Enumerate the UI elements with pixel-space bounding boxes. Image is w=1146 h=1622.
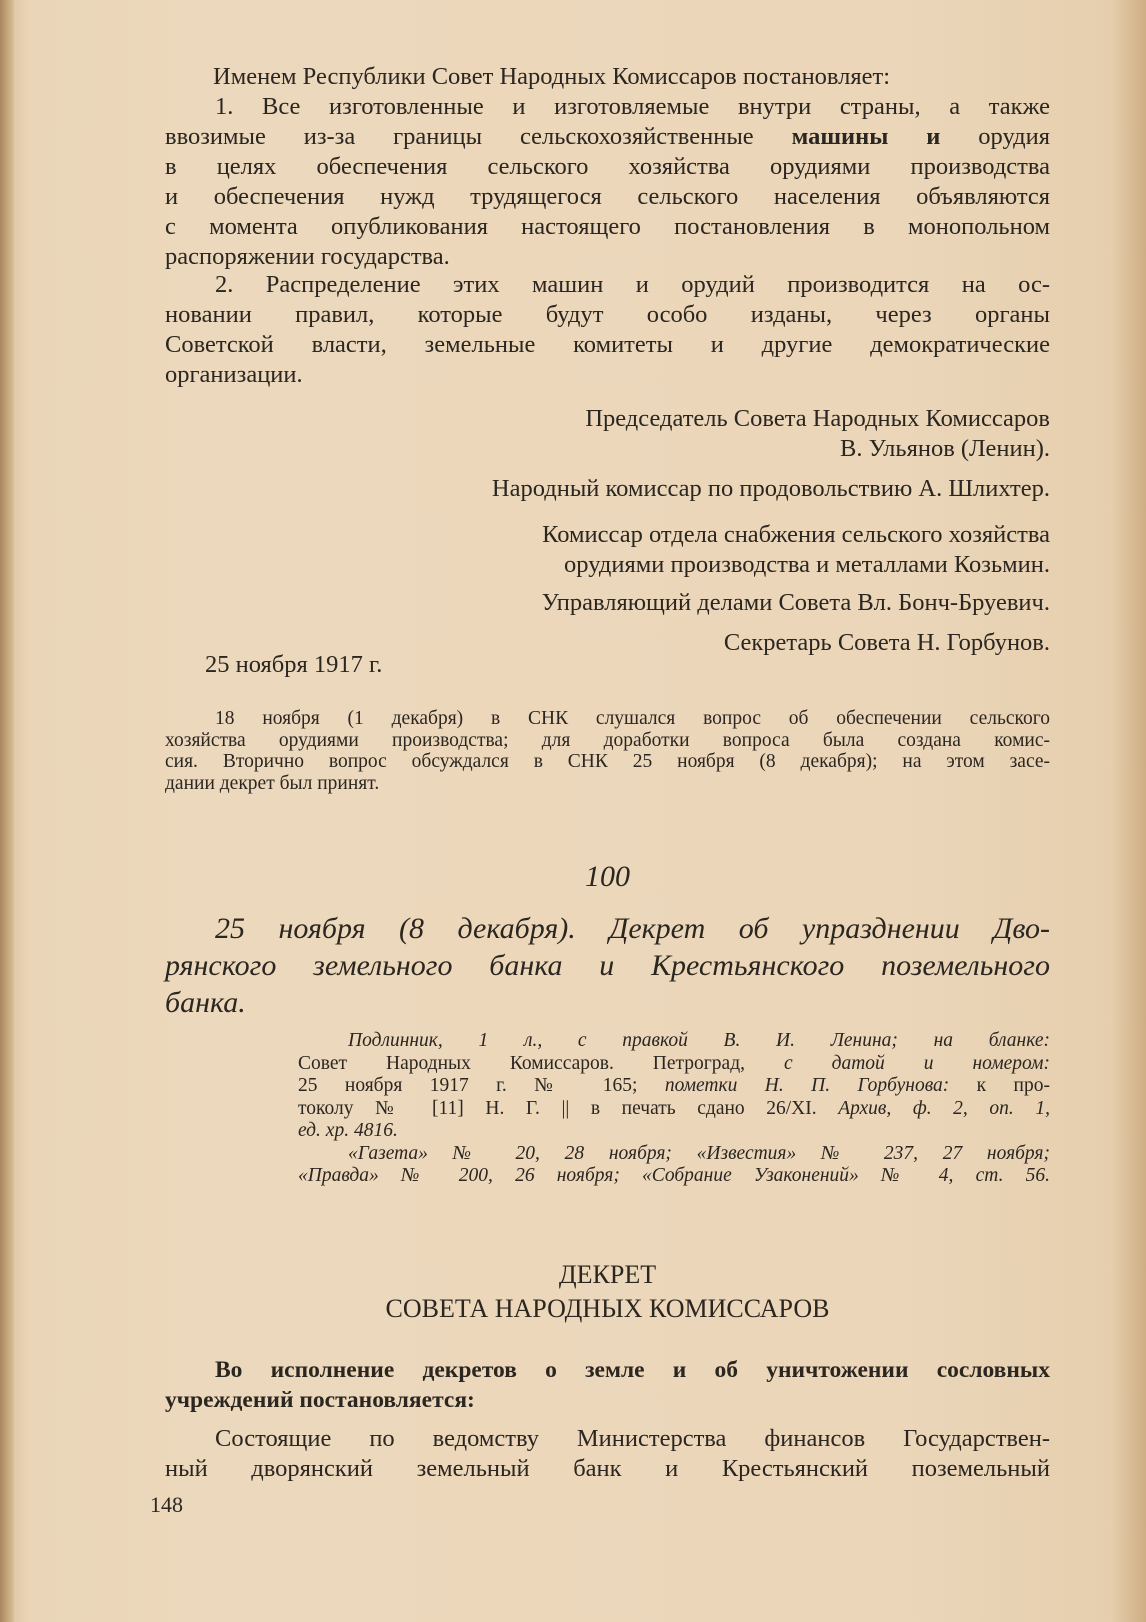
signature-line: Секретарь Совета Н. Горбунов.	[723, 629, 1050, 656]
source-fragment-italic: Архив, ф. 2, оп. 1,	[838, 1097, 1050, 1119]
intro-line: Во исполнение декретов о земле и об уничтожении сословных	[215, 1357, 1050, 1383]
signature-manager	[165, 588, 1050, 618]
clause-2-line: организации.	[165, 361, 303, 388]
clause-1-line: в целях обеспечения сельского хозяйства орудиями производства	[165, 153, 1050, 180]
note-line: сия. Вторично вопрос обсуждался в СНК 25 ноября (8 декабря); на этом засе-	[165, 751, 1050, 772]
note-line: дании декрет был принят.	[165, 772, 380, 794]
title-line: рянского земельного банка и Крестьянского поземельного	[165, 949, 1050, 982]
signature-line: В. Ульянов (Ленин).	[840, 435, 1050, 462]
clause-2	[165, 270, 1050, 390]
source-line: «Газета» № 20, 28 ноября; «Известия» № 237, 27 ноября;	[348, 1142, 1050, 1164]
clause-1-line: и обеспечения нужд трудящегося сельского населения объявляются	[165, 183, 1050, 210]
decree-intro	[165, 1355, 1050, 1415]
preamble	[213, 62, 1050, 92]
page-number-text: 148	[150, 1492, 183, 1517]
clause-1-line: с момента опубликования настоящего постановления в монопольном	[165, 213, 1050, 240]
note-line: 18 ноября (1 декабря) в СНК слушался вопрос об обеспечении сельского	[215, 708, 1050, 729]
clause-2-line: новании правил, которые будут особо изданы, через органы	[165, 301, 1050, 328]
clause-1	[165, 92, 1050, 272]
source-line: Подлинник, 1 л., с правкой В. И. Ленина; на бланке:	[348, 1030, 1050, 1051]
clause-1-line: распоряжении государства.	[165, 243, 450, 270]
source-line	[298, 1075, 1050, 1098]
document-title	[165, 910, 1050, 1021]
source-fragment-italic: с датой и номером:	[783, 1052, 1050, 1074]
body-line: ный дворянский земельный банк и Крестьянский поземельный	[165, 1455, 1050, 1482]
title-line: банка.	[165, 986, 246, 1019]
signature-supply-commissar	[165, 520, 1050, 580]
page-binding-edge	[0, 0, 14, 1622]
decree-heading-line: ДЕКРЕТ	[558, 1260, 657, 1289]
decree-date	[205, 650, 605, 680]
document-number	[165, 860, 1050, 894]
source-fragment: Совет Народных Комиссаров. Петроград,	[298, 1052, 784, 1074]
note-line: хозяйства орудиями производства; для доработки вопроса была создана комис-	[165, 729, 1050, 751]
preamble-text: Именем Республики Совет Народных Комиссаров постановляет:	[213, 63, 891, 90]
signature-chairman	[165, 404, 1050, 464]
signature-line: Председатель Совета Народных Комиссаров	[585, 405, 1050, 432]
source-note	[298, 1030, 1050, 1188]
source-line	[298, 1053, 1050, 1076]
signature-line: Управляющий делами Совета Вл. Бонч-Бруевич.	[541, 589, 1050, 616]
signature-line: орудиями производства и металлами Козьмин.	[564, 551, 1050, 578]
bold-phrase: машины и	[791, 123, 941, 150]
source-fragment-italic: пометки Н. П. Горбунова:	[664, 1075, 950, 1096]
signature-line: Комиссар отдела снабжения сельского хозяйства	[542, 521, 1050, 548]
editorial-note	[165, 708, 1050, 794]
source-line: ед. хр. 4816.	[298, 1120, 398, 1141]
date-text: 25 ноября 1917 г.	[205, 651, 383, 678]
source-fragment: 25 ноября 1917 г. № 165;	[298, 1075, 665, 1096]
page-number	[150, 1490, 230, 1520]
signature-line: Народный комиссар по продовольствию А. Шлихтер.	[491, 475, 1050, 502]
source-line	[298, 1098, 1050, 1121]
source-fragment: к про-	[949, 1075, 1050, 1096]
clause-2-line: Советской власти, земельные комитеты и другие демократические	[165, 331, 1050, 358]
decree-heading	[165, 1258, 1050, 1326]
body-line: Состоящие по ведомству Министерства финансов Государствен-	[215, 1425, 1050, 1452]
decree-heading-line: СОВЕТА НАРОДНЫХ КОМИССАРОВ	[385, 1294, 830, 1323]
intro-line: учреждений постановляется:	[165, 1387, 475, 1413]
signature-food-commissar	[165, 474, 1050, 504]
source-line: «Правда» № 200, 26 ноября; «Собрание Узаконений» № 4, ст. 56.	[298, 1165, 1050, 1186]
decree-body	[165, 1424, 1050, 1484]
clause-1-line: 1. Все изготовленные и изготовляемые внутри страны, а также	[215, 93, 1050, 120]
document-number-text: 100	[585, 860, 630, 893]
clause-1-line: ввозимые из-за границы сельскохозяйственные машины и орудия	[165, 123, 1051, 150]
clause-2-line: 2. Распределение этих машин и орудий производится на ос-	[215, 271, 1050, 298]
title-line: 25 ноября (8 декабря). Декрет об упразднении Дво-	[215, 912, 1050, 945]
source-fragment: токолу № [11] Н. Г. || в печать сдано 26/XI.	[298, 1097, 839, 1119]
